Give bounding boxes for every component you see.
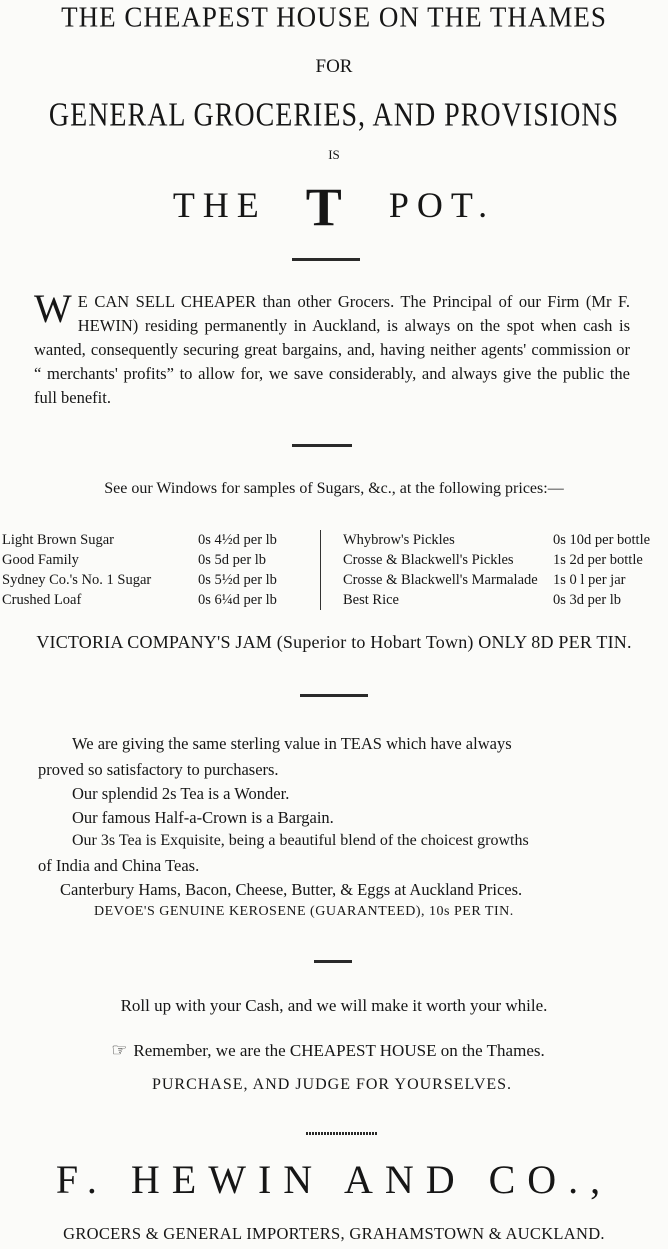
price-row	[343, 590, 666, 610]
tea-line: We are giving the same sterling value in TEAS which have always	[72, 734, 512, 753]
price-list-left	[2, 530, 307, 610]
price-list-right	[343, 530, 666, 610]
price-row	[2, 550, 307, 570]
remember-text: Remember, we are the CHEAPEST HOUSE on the Thames.	[133, 1041, 545, 1060]
tea-line: Our famous Half-a-Crown is a Bargain.	[72, 808, 334, 827]
intro-dropcap: W	[34, 286, 72, 331]
price-item: Whybrow's Pickles	[343, 532, 455, 548]
headline-cheapest-house: THE CHEAPEST HOUSE ON THE THAMES	[61, 1, 607, 33]
kerosene-line: DEVOE'S GENUINE KEROSENE (GUARANTEED), 10s PER TIN.	[94, 904, 514, 919]
price-item: Good Family	[2, 552, 79, 568]
divider	[314, 960, 352, 963]
jam-offer: VICTORIA COMPANY'S JAM (Superior to Hobart Town) ONLY 8D PER TIN.	[36, 632, 632, 652]
firm-name: F. HEWIN AND CO.,	[55, 1157, 613, 1202]
price-value: 0s 5½d per lb	[198, 572, 277, 588]
price-item: Sydney Co.'s No. 1 Sugar	[2, 572, 152, 588]
price-value: 0s 5d per lb	[198, 552, 267, 568]
price-value: 0s 4½d per lb	[198, 532, 277, 548]
price-item: Light Brown Sugar	[2, 532, 114, 548]
column-separator	[320, 530, 321, 610]
price-item: Crushed Loaf	[2, 592, 82, 608]
firm-tagline: GROCERS & GENERAL IMPORTERS, GRAHAMSTOWN & AUCKLAND.	[63, 1224, 605, 1243]
intro-paragraph	[34, 286, 630, 410]
prices-intro: See our Windows for samples of Sugars, &c., at the following prices:—	[104, 480, 564, 497]
store-name-pot: POT.	[388, 185, 496, 225]
tea-line: proved so satisfactory to purchasers.	[38, 760, 279, 779]
price-value: 1s 2d per bottle	[553, 552, 643, 568]
price-item: Best Rice	[343, 592, 399, 608]
headline-for: FOR	[315, 56, 353, 77]
store-name	[0, 176, 668, 238]
price-row	[2, 570, 307, 590]
tea-line: Our 3s Tea is Exquisite, being a beautiful blend of the choicest growths	[72, 832, 529, 849]
price-value: 1s 0 l per jar	[553, 572, 626, 588]
roll-up-line: Roll up with your Cash, and we will make it worth your while.	[120, 996, 548, 1015]
headline-general-groceries: GENERAL GROCERIES, AND PROVISIONS	[48, 96, 620, 134]
price-row	[343, 550, 666, 570]
store-name-the: THE	[172, 185, 267, 225]
pointing-hand-icon: ☞	[111, 1040, 128, 1060]
price-item: Crosse & Blackwell's Pickles	[343, 552, 514, 568]
intro-text: E CAN SELL CHEAPER than other Grocers. The Principal of our Firm (Mr F. HEWIN) residing permanently in Auckland, is always on the spot when cash is wanted, consequently securing great bargains, and, having neither agents' commission or “ merchants' profits” to allow for, we save considerably, and always give the public the full benefit.	[34, 292, 630, 407]
purchase-line: PURCHASE, AND JUDGE FOR YOURSELVES.	[151, 1076, 513, 1093]
tea-line: Canterbury Hams, Bacon, Cheese, Butter, & Eggs at Auckland Prices.	[60, 880, 523, 899]
price-item: Crosse & Blackwell's Marmalade	[343, 572, 538, 588]
price-row	[343, 530, 666, 550]
divider	[292, 258, 360, 261]
price-value: 0s 10d per bottle	[553, 532, 651, 548]
remember-line	[0, 1040, 662, 1061]
store-name-t: T	[305, 177, 350, 237]
price-value: 0s 3d per lb	[553, 592, 622, 608]
divider	[300, 694, 368, 697]
divider	[292, 444, 352, 447]
price-row	[2, 530, 307, 550]
price-row	[343, 570, 666, 590]
tea-line: of India and China Teas.	[38, 856, 200, 875]
divider	[306, 1132, 378, 1135]
price-row	[2, 590, 307, 610]
headline-is: IS	[328, 147, 340, 162]
price-value: 0s 6¼d per lb	[198, 592, 277, 608]
tea-line: Our splendid 2s Tea is a Wonder.	[72, 784, 290, 803]
